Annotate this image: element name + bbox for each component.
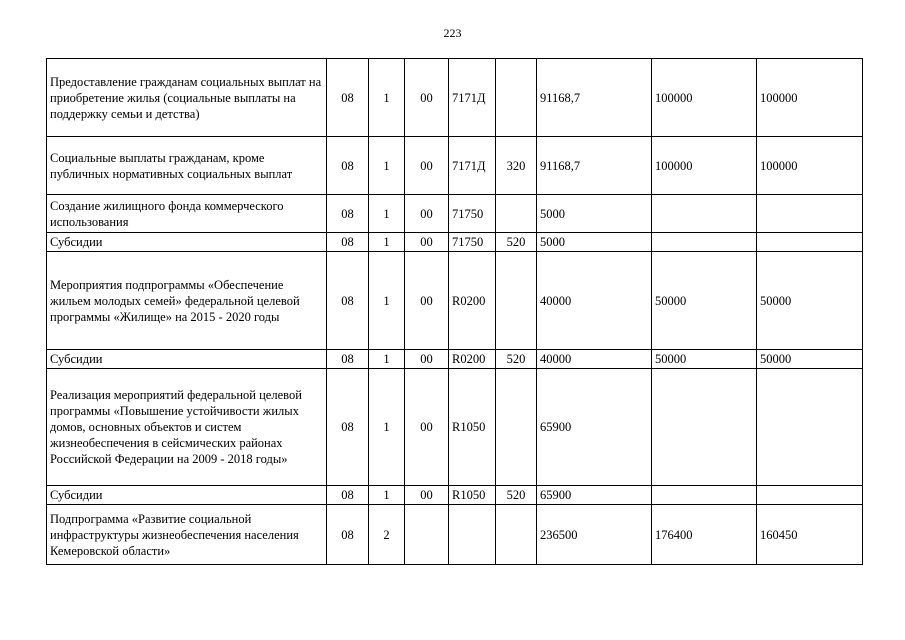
type-cell (496, 505, 537, 565)
section-cell: 08 (327, 350, 369, 369)
type-cell (496, 195, 537, 233)
table-row (47, 252, 863, 350)
type-cell (496, 252, 537, 350)
sum-3-cell: 160450 (757, 505, 863, 565)
sum-2-cell: 50000 (652, 350, 757, 369)
section-cell: 08 (327, 505, 369, 565)
sum-1-cell: 40000 (537, 350, 652, 369)
budget-table (46, 58, 863, 565)
section-cell: 08 (327, 233, 369, 252)
sum-2-cell (652, 233, 757, 252)
type-cell: 520 (496, 233, 537, 252)
page-number: 223 (443, 26, 462, 40)
description-cell: Мероприятия подпрограммы «Обеспечение жильем молодых семей» федеральной целевой программы «Жилище» на 2015 - 2020 годы (47, 252, 327, 350)
target-cell: R0200 (449, 350, 496, 369)
type-cell: 520 (496, 486, 537, 505)
subprogram-cell: 00 (405, 195, 449, 233)
sum-2-cell (652, 369, 757, 486)
subprogram-cell: 00 (405, 233, 449, 252)
sum-2-cell: 176400 (652, 505, 757, 565)
section-cell: 08 (327, 137, 369, 195)
target-cell: 71750 (449, 233, 496, 252)
subprogram-cell: 00 (405, 137, 449, 195)
subprogram-cell: 00 (405, 486, 449, 505)
type-cell: 520 (496, 350, 537, 369)
subprogram-cell: 00 (405, 252, 449, 350)
subprogram-cell: 00 (405, 59, 449, 137)
sum-3-cell: 100000 (757, 59, 863, 137)
description-cell: Субсидии (47, 233, 327, 252)
target-cell: R1050 (449, 369, 496, 486)
section-cell: 08 (327, 252, 369, 350)
description-cell: Подпрограмма «Развитие социальной инфраструктуры жизнеобеспечения населения Кемеровской области» (47, 505, 327, 565)
sum-1-cell: 40000 (537, 252, 652, 350)
program-cell: 1 (369, 252, 405, 350)
description-cell: Социальные выплаты гражданам, кроме публичных нормативных социальных выплат (47, 137, 327, 195)
sum-2-cell (652, 486, 757, 505)
table-row (47, 195, 863, 233)
sum-1-cell: 65900 (537, 369, 652, 486)
description-cell: Субсидии (47, 350, 327, 369)
program-cell: 1 (369, 137, 405, 195)
sum-2-cell: 100000 (652, 59, 757, 137)
program-cell: 1 (369, 59, 405, 137)
sum-3-cell (757, 369, 863, 486)
description-cell: Реализация мероприятий федеральной целевой программы «Повышение устойчивости жилых домов, основных объектов и систем жизнеобеспечения в сейсмических районах Российской Федерации на 2009 - 2018 годы» (47, 369, 327, 486)
table-body (47, 59, 863, 565)
section-cell: 08 (327, 195, 369, 233)
subprogram-cell (405, 505, 449, 565)
sum-2-cell (652, 195, 757, 233)
description-cell: Создание жилищного фонда коммерческого использования (47, 195, 327, 233)
table-row (47, 59, 863, 137)
target-cell: 7171Д (449, 59, 496, 137)
sum-1-cell: 5000 (537, 233, 652, 252)
subprogram-cell: 00 (405, 350, 449, 369)
program-cell: 2 (369, 505, 405, 565)
description-cell: Предоставление гражданам социальных выплат на приобретение жилья (социальные выплаты на поддержку семьи и детства) (47, 59, 327, 137)
target-cell (449, 505, 496, 565)
sum-3-cell: 100000 (757, 137, 863, 195)
program-cell: 1 (369, 233, 405, 252)
sum-3-cell (757, 233, 863, 252)
type-cell (496, 369, 537, 486)
sum-3-cell: 50000 (757, 252, 863, 350)
target-cell: R1050 (449, 486, 496, 505)
subprogram-cell: 00 (405, 369, 449, 486)
table-row (47, 486, 863, 505)
section-cell: 08 (327, 486, 369, 505)
program-cell: 1 (369, 350, 405, 369)
type-cell: 320 (496, 137, 537, 195)
sum-1-cell: 65900 (537, 486, 652, 505)
sum-1-cell: 236500 (537, 505, 652, 565)
sum-2-cell: 100000 (652, 137, 757, 195)
target-cell: 71750 (449, 195, 496, 233)
sum-1-cell: 91168,7 (537, 59, 652, 137)
sum-3-cell: 50000 (757, 350, 863, 369)
type-cell (496, 59, 537, 137)
section-cell: 08 (327, 59, 369, 137)
sum-1-cell: 91168,7 (537, 137, 652, 195)
program-cell: 1 (369, 486, 405, 505)
sum-3-cell (757, 195, 863, 233)
table-row (47, 369, 863, 486)
program-cell: 1 (369, 195, 405, 233)
target-cell: R0200 (449, 252, 496, 350)
table-row (47, 233, 863, 252)
description-cell: Субсидии (47, 486, 327, 505)
table-row (47, 505, 863, 565)
sum-2-cell: 50000 (652, 252, 757, 350)
sum-3-cell (757, 486, 863, 505)
target-cell: 7171Д (449, 137, 496, 195)
program-cell: 1 (369, 369, 405, 486)
table-row (47, 137, 863, 195)
sum-1-cell: 5000 (537, 195, 652, 233)
table-row (47, 350, 863, 369)
section-cell: 08 (327, 369, 369, 486)
